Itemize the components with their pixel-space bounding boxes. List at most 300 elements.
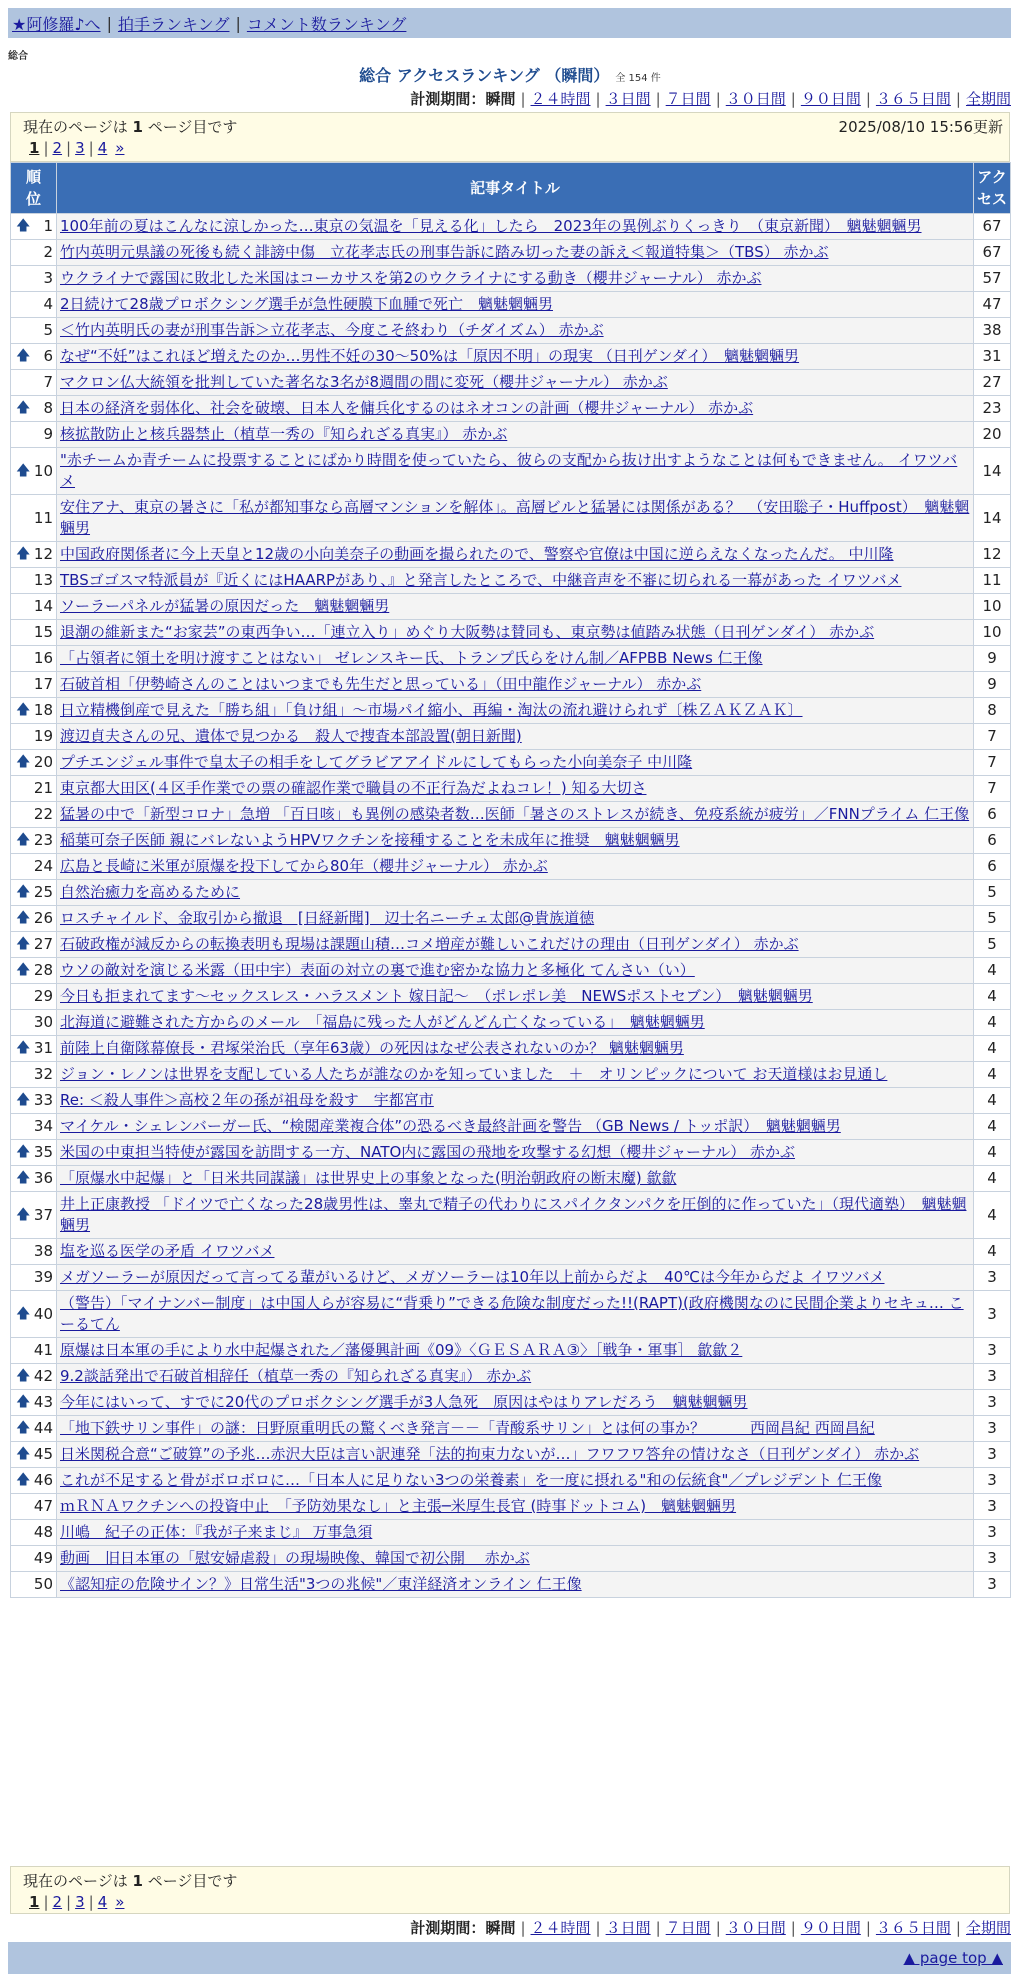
period-separator: | bbox=[790, 90, 796, 108]
rank-number: 3 bbox=[43, 269, 53, 287]
access-count-cell: 9 bbox=[974, 672, 1011, 698]
title-cell bbox=[57, 1338, 974, 1364]
pager-links bbox=[29, 139, 124, 157]
rank-number: 38 bbox=[33, 1242, 53, 1260]
table-row bbox=[11, 932, 1011, 958]
access-count-cell: 5 bbox=[974, 906, 1011, 932]
title-cell bbox=[57, 1390, 974, 1416]
table-row bbox=[11, 1572, 1011, 1598]
pager-page-link[interactable]: 2 bbox=[52, 139, 63, 157]
col-header-title: 記事タイトル bbox=[57, 163, 974, 214]
article-title-link[interactable]: 日本の経済を弱体化、社会を破壊、日本人を傭兵化するのはネオコンの計画（櫻井ジャーナル） 赤かぶ bbox=[60, 399, 754, 417]
rank-up-arrow-icon: 🡅 bbox=[16, 1446, 31, 1462]
article-title-link[interactable]: ウソの敵対を演じる米露（田中宇）表面の対立の裏で進む密かな協力と多極化 てんさい（い） bbox=[60, 961, 695, 979]
period-separator: | bbox=[955, 90, 961, 108]
rank-cell bbox=[11, 1390, 57, 1416]
period-selector-bottom bbox=[410, 1917, 1011, 1938]
pager-separator: | bbox=[66, 139, 72, 157]
table-row bbox=[11, 1442, 1011, 1468]
access-count-cell: 20 bbox=[974, 422, 1011, 448]
table-row bbox=[11, 984, 1011, 1010]
access-count-cell: 3 bbox=[974, 1390, 1011, 1416]
period-option-link[interactable]: ３０日間 bbox=[725, 90, 786, 108]
title-cell bbox=[57, 1546, 974, 1572]
rank-cell bbox=[11, 880, 57, 906]
table-row bbox=[11, 594, 1011, 620]
rank-number: 41 bbox=[33, 1341, 53, 1359]
rank-number: 46 bbox=[33, 1471, 53, 1489]
article-title-link[interactable]: 渡辺貞夫さんの兄、遺体で見つかる 殺人で捜査本部設置(朝日新聞) bbox=[60, 727, 522, 745]
title-cell bbox=[57, 1265, 974, 1291]
period-option-link[interactable]: ３６５日間 bbox=[875, 90, 951, 108]
pager-separator: | bbox=[88, 139, 94, 157]
article-title-link[interactable]: Re: ＜殺人事件＞高校２年の孫が祖母を殺す 宇都宮市 bbox=[60, 1091, 434, 1109]
rank-cell bbox=[11, 370, 57, 396]
rank-number: 26 bbox=[33, 909, 53, 927]
access-count-cell: 4 bbox=[974, 1036, 1011, 1062]
article-title-link[interactable]: 広島と長崎に米軍が原爆を投下してから80年（櫻井ジャーナル） 赤かぶ bbox=[60, 857, 548, 875]
table-row bbox=[11, 672, 1011, 698]
table-row bbox=[11, 1036, 1011, 1062]
rank-cell bbox=[11, 620, 57, 646]
access-count-cell: 14 bbox=[974, 448, 1011, 495]
table-row bbox=[11, 698, 1011, 724]
period-option-link[interactable]: ２４時間 bbox=[530, 90, 591, 108]
table-row bbox=[11, 802, 1011, 828]
article-title-link[interactable]: 自然治癒力を高めるために bbox=[60, 883, 241, 901]
article-title-link[interactable]: 《認知症の危険サイン？》日常生活"3つの兆候"／東洋経済オンライン 仁王像 bbox=[60, 1575, 582, 1593]
rank-cell bbox=[11, 750, 57, 776]
table-row bbox=[11, 1062, 1011, 1088]
access-count-cell: 4 bbox=[974, 984, 1011, 1010]
article-title-link[interactable]: 前陸上自衛隊幕僚長・君塚栄治氏（享年63歳）の死因はなぜ公表されないのか？ 魑魅魍魎男 bbox=[60, 1039, 684, 1057]
access-count-cell: 11 bbox=[974, 568, 1011, 594]
rank-cell bbox=[11, 906, 57, 932]
access-count-cell: 3 bbox=[974, 1546, 1011, 1572]
rank-cell bbox=[11, 1088, 57, 1114]
pager-page-link[interactable]: 2 bbox=[52, 1893, 63, 1911]
period-separator: | bbox=[655, 90, 661, 108]
access-count-cell: 14 bbox=[974, 495, 1011, 542]
applause-ranking-link[interactable]: 拍手ランキング bbox=[117, 14, 230, 34]
rank-cell bbox=[11, 1010, 57, 1036]
article-title-link[interactable]: 石破政権が減反からの転換表明も現場は課題山積…コメ増産が難しいこれだけの理由（日刊ゲンダイ） 赤かぶ bbox=[60, 935, 799, 953]
access-count-cell: 3 bbox=[974, 1416, 1011, 1442]
article-title-link[interactable]: 「原爆水中起爆」と「日米共同謀議」は世界史上の事象となった(明治朝政府の断末魔) 歙歙 bbox=[60, 1169, 677, 1187]
access-count-cell: 3 bbox=[974, 1364, 1011, 1390]
rank-cell bbox=[11, 396, 57, 422]
access-count-cell: 4 bbox=[974, 1192, 1011, 1239]
table-row bbox=[11, 266, 1011, 292]
table-row bbox=[11, 344, 1011, 370]
article-title-link[interactable]: マクロン仏大統領を批判していた著名な3名が8週間の間に変死（櫻井ジャーナル） 赤かぶ bbox=[60, 373, 668, 391]
rank-cell bbox=[11, 1572, 57, 1598]
period-label: 計測期間： bbox=[410, 90, 486, 108]
title-cell bbox=[57, 698, 974, 724]
rank-up-arrow-icon: 🡅 bbox=[16, 1040, 31, 1056]
rank-up-arrow-icon: 🡅 bbox=[16, 832, 31, 848]
rank-number: 18 bbox=[33, 701, 53, 719]
table-row bbox=[11, 396, 1011, 422]
rank-cell bbox=[11, 318, 57, 344]
rank-up-arrow-icon: 🡅 bbox=[16, 1420, 31, 1436]
access-count-cell: 5 bbox=[974, 932, 1011, 958]
table-row bbox=[11, 828, 1011, 854]
period-option-link[interactable]: ７日間 bbox=[665, 90, 711, 108]
table-row bbox=[11, 880, 1011, 906]
title-cell bbox=[57, 906, 974, 932]
title-cell bbox=[57, 1239, 974, 1265]
rank-number: 47 bbox=[33, 1497, 53, 1515]
access-count-cell: 4 bbox=[974, 1088, 1011, 1114]
rank-cell bbox=[11, 214, 57, 240]
table-row bbox=[11, 1390, 1011, 1416]
rank-up-arrow-icon: 🡅 bbox=[16, 936, 31, 952]
table-row bbox=[11, 1364, 1011, 1390]
article-title-link[interactable]: 動画 旧日本軍の「慰安婦虐殺」の現場映像、韓国で初公開 赤かぶ bbox=[60, 1549, 530, 1567]
rank-up-arrow-icon: 🡅 bbox=[16, 348, 31, 364]
title-cell bbox=[57, 568, 974, 594]
title-cell bbox=[57, 448, 974, 495]
access-count-cell: 31 bbox=[974, 344, 1011, 370]
period-current: 瞬間 bbox=[485, 90, 516, 108]
table-row bbox=[11, 724, 1011, 750]
title-cell bbox=[57, 958, 974, 984]
article-title-link[interactable]: 川嶋 紀子の正体：『我が子来まじ』 万事急須 bbox=[60, 1523, 373, 1541]
pager-status bbox=[23, 1870, 237, 1891]
rank-number: 31 bbox=[33, 1039, 53, 1057]
article-title-link[interactable]: 原爆は日本軍の手により水中起爆された／藩優興計画《09》〈ＧＥＳＡＲＡ③〉［戦争・軍事］ 歙歙２ bbox=[60, 1341, 743, 1359]
article-title-link[interactable]: ジョン・レノンは世界を支配している人たちが誰なのかを知っていました ＋ オリンピックについて お天道様はお見通し bbox=[60, 1065, 888, 1083]
title-cell bbox=[57, 880, 974, 906]
access-count-cell: 3 bbox=[974, 1265, 1011, 1291]
ranking-table bbox=[10, 162, 1011, 1598]
pager-next-link[interactable]: » bbox=[115, 1893, 125, 1911]
rank-cell bbox=[11, 932, 57, 958]
title-cell bbox=[57, 1572, 974, 1598]
period-separator: | bbox=[715, 1919, 721, 1937]
article-title-link[interactable]: ウクライナで露国に敗北した米国はコーカサスを第2のウクライナにする動き（櫻井ジャーナル） 赤かぶ bbox=[60, 269, 762, 287]
article-title-link[interactable]: 核拡散防止と核兵器禁止（植草一秀の『知られざる真実』） 赤かぶ bbox=[60, 425, 508, 443]
title-cell bbox=[57, 646, 974, 672]
article-title-link[interactable]: （警告）「マイナンバー制度」は中国人らが容易に“背乗り”できる危険な制度だった!!(RAPT)(政府機関なのに民間企業よりセキュ… こーるてん bbox=[60, 1294, 964, 1333]
table-row bbox=[11, 370, 1011, 396]
rank-number: 30 bbox=[33, 1013, 53, 1031]
article-title-link[interactable]: 「占領者に領土を明け渡すことはない」 ゼレンスキー氏、トランプ氏らをけん制／AFPBB News 仁王像 bbox=[60, 649, 763, 667]
article-title-link[interactable]: なぜ“不妊”はこれほど増えたのか…男性不妊の30～50%は「原因不明」の現実 （日刊ゲンダイ） 魑魅魍魎男 bbox=[60, 347, 800, 365]
rank-up-arrow-icon: 🡅 bbox=[16, 1368, 31, 1384]
rank-cell bbox=[11, 568, 57, 594]
home-link[interactable]: ★阿修羅♪へ bbox=[12, 14, 101, 34]
article-title-link[interactable]: メガソーラーが原因だって言ってる輩がいるけど、メガソーラーは10年以上前からだよ 40℃は今年からだよ イワツバメ bbox=[60, 1268, 885, 1286]
title-cell bbox=[57, 932, 974, 958]
pager-current-page: 1 bbox=[132, 118, 143, 136]
page-top-link[interactable]: ▲ page top ▲ bbox=[903, 1949, 1003, 1967]
table-row bbox=[11, 1291, 1011, 1338]
rank-up-arrow-icon: 🡅 bbox=[16, 884, 31, 900]
rank-number: 22 bbox=[33, 805, 53, 823]
period-option-link[interactable]: ９０日間 bbox=[800, 90, 861, 108]
pager-separator: | bbox=[88, 1893, 94, 1911]
title-cell bbox=[57, 854, 974, 880]
table-row bbox=[11, 568, 1011, 594]
access-count-cell: 5 bbox=[974, 880, 1011, 906]
title-cell bbox=[57, 318, 974, 344]
title-cell bbox=[57, 750, 974, 776]
rank-up-arrow-icon: 🡅 bbox=[16, 546, 31, 562]
table-header-row bbox=[11, 163, 1011, 214]
article-title-link[interactable]: マイケル・シェレンバーガー氏、“検閲産業複合体”の恐るべき最終計画を警告 （GB News / トッポ訳） 魑魅魍魎男 bbox=[60, 1117, 841, 1135]
table-row bbox=[11, 1265, 1011, 1291]
period-selector-top bbox=[410, 88, 1011, 109]
rank-number: 43 bbox=[33, 1393, 53, 1411]
article-title-link[interactable]: 東京都大田区(４区手作業での票の確認作業で職員の不正行為だよねコレ！) 知る大切さ bbox=[60, 779, 647, 797]
article-title-link[interactable]: 「地下鉄サリン事件」の謎：日野原重明氏の驚くべき発言－－「青酸系サリン」とは何の事か？ 西岡昌紀 西岡昌紀 bbox=[60, 1419, 875, 1437]
rank-cell bbox=[11, 1468, 57, 1494]
access-count-cell: 9 bbox=[974, 646, 1011, 672]
table-row bbox=[11, 906, 1011, 932]
rank-number: 48 bbox=[33, 1523, 53, 1541]
period-current: 瞬間 bbox=[485, 1919, 516, 1937]
pager-page-link[interactable]: 3 bbox=[75, 1893, 85, 1911]
access-count-cell: 4 bbox=[974, 1166, 1011, 1192]
rank-number: 39 bbox=[33, 1268, 53, 1286]
period-separator: | bbox=[955, 1919, 961, 1937]
table-row bbox=[11, 1140, 1011, 1166]
table-row bbox=[11, 214, 1011, 240]
period-option-link[interactable]: ３日間 bbox=[605, 1919, 651, 1937]
rank-up-arrow-icon: 🡅 bbox=[16, 962, 31, 978]
rank-cell bbox=[11, 1520, 57, 1546]
rank-cell bbox=[11, 344, 57, 370]
article-title-link[interactable]: 塩を巡る医学の矛盾 イワツバメ bbox=[60, 1242, 275, 1260]
article-title-link[interactable]: 安住アナ、東京の暑さに「私が都知事なら高層マンションを解体」。高層ビルと猛暑には関係がある？ （安田聡子・Huffpost） 魑魅魍魎男 bbox=[60, 498, 970, 537]
table-row bbox=[11, 1088, 1011, 1114]
rank-number: 13 bbox=[33, 571, 53, 589]
access-count-cell: 4 bbox=[974, 1239, 1011, 1265]
access-count-cell: 12 bbox=[974, 542, 1011, 568]
access-count-cell: 3 bbox=[974, 1494, 1011, 1520]
article-title-link[interactable]: ロスチャイルド、金取引から撤退 [日経新聞] 辺士名ニーチェ太郎@貴族道徳 bbox=[60, 909, 595, 927]
rank-number: 27 bbox=[33, 935, 53, 953]
access-count-cell: 4 bbox=[974, 1114, 1011, 1140]
rank-number: 50 bbox=[33, 1575, 53, 1593]
col-header-access: アクセス bbox=[974, 163, 1011, 214]
table-row bbox=[11, 1010, 1011, 1036]
pager-page-link[interactable]: 4 bbox=[97, 1893, 108, 1911]
title-cell bbox=[57, 214, 974, 240]
table-row bbox=[11, 1338, 1011, 1364]
article-title-link[interactable]: ソーラーパネルが猛暑の原因だった 魑魅魍魎男 bbox=[60, 597, 390, 615]
rank-cell bbox=[11, 1140, 57, 1166]
table-row bbox=[11, 448, 1011, 495]
period-separator: | bbox=[715, 90, 721, 108]
period-option-link[interactable]: ９０日間 bbox=[800, 1919, 861, 1937]
rank-cell bbox=[11, 984, 57, 1010]
rank-cell bbox=[11, 776, 57, 802]
article-title-link[interactable]: TBSゴゴスマ特派員が『近くにはHAARPがあり、』と発言したところで、中継音声を不審に切られる一幕があった イワツバメ bbox=[60, 571, 902, 589]
rank-up-arrow-icon: 🡅 bbox=[16, 1092, 31, 1108]
period-option-link[interactable]: ２４時間 bbox=[530, 1919, 591, 1937]
title-cell bbox=[57, 1010, 974, 1036]
title-cell bbox=[57, 984, 974, 1010]
title-cell bbox=[57, 1166, 974, 1192]
rank-number: 42 bbox=[33, 1367, 53, 1385]
period-separator: | bbox=[655, 1919, 661, 1937]
rank-cell bbox=[11, 542, 57, 568]
nav-separator: | bbox=[106, 13, 112, 33]
table-row bbox=[11, 646, 1011, 672]
article-title-link[interactable]: 井上正康教授 「ドイツで亡くなった28歳男性は、睾丸で精子の代わりにスパイクタンパクを圧倒的に作っていた」（現代適塾） 魑魅魍魎男 bbox=[60, 1195, 967, 1234]
rank-cell bbox=[11, 958, 57, 984]
period-option-link[interactable]: ７日間 bbox=[665, 1919, 711, 1937]
table-row bbox=[11, 542, 1011, 568]
pager-page-current: 1 bbox=[29, 1893, 40, 1911]
access-count-cell: 57 bbox=[974, 266, 1011, 292]
article-title-link[interactable]: 日立精機倒産で見えた「勝ち組」「負け組」～市場パイ縮小、再編・淘汰の流れ避けられず〔株ＺＡＫＺＡＫ〕 bbox=[60, 701, 803, 719]
rank-number: 16 bbox=[33, 649, 53, 667]
rank-up-arrow-icon: 🡅 bbox=[16, 400, 31, 416]
title-cell bbox=[57, 266, 974, 292]
article-title-link[interactable]: 退潮の維新また“お家芸”の東西争い…「連立入り」めぐり大阪勢は賛同も、東京勢は値踏み状態（日刊ゲンダイ） 赤かぶ bbox=[60, 623, 875, 641]
access-count-cell: 38 bbox=[974, 318, 1011, 344]
table-row bbox=[11, 422, 1011, 448]
period-option-link[interactable]: ３０日間 bbox=[725, 1919, 786, 1937]
article-title-link[interactable]: 北海道に避難された方からのメール 「福島に残った人がどんどん亡くなっている」 魑魅魍魎男 bbox=[60, 1013, 705, 1031]
rank-cell bbox=[11, 266, 57, 292]
rank-number: 37 bbox=[33, 1205, 53, 1224]
title-cell bbox=[57, 1088, 974, 1114]
title-cell bbox=[57, 828, 974, 854]
pager-page-link[interactable]: 3 bbox=[75, 139, 85, 157]
period-option-link[interactable]: 全期間 bbox=[965, 1919, 1011, 1937]
table-row bbox=[11, 620, 1011, 646]
access-count-cell: 47 bbox=[974, 292, 1011, 318]
pager-bottom bbox=[10, 1866, 1010, 1914]
rank-number: 17 bbox=[33, 675, 53, 693]
article-title-link[interactable]: 日米関税合意“ご破算”の予兆…赤沢大臣は言い訳連発「法的拘束力ないが…」フワフワ答弁の情けなさ（日刊ゲンダイ） 赤かぶ bbox=[60, 1445, 920, 1463]
title-cell bbox=[57, 1468, 974, 1494]
nav-separator: | bbox=[235, 13, 241, 33]
access-count-cell: 7 bbox=[974, 776, 1011, 802]
title-cell bbox=[57, 292, 974, 318]
table-row bbox=[11, 240, 1011, 266]
access-count-cell: 67 bbox=[974, 214, 1011, 240]
period-option-link[interactable]: ３日間 bbox=[605, 90, 651, 108]
rank-up-arrow-icon: 🡅 bbox=[16, 218, 31, 234]
period-option-link[interactable]: 全期間 bbox=[965, 90, 1011, 108]
article-title-link[interactable]: 2日続けて28歳プロボクシング選手が急性硬膜下血腫で死亡 魑魅魍魎男 bbox=[60, 295, 553, 313]
rank-cell bbox=[11, 1291, 57, 1338]
rank-up-arrow-icon: 🡅 bbox=[16, 1144, 31, 1160]
article-title-link[interactable]: プチエンジェル事件で皇太子の相手をしてグラビアアイドルにしてもらった小向美奈子 中川隆 bbox=[60, 753, 693, 771]
ranking-table-body bbox=[11, 214, 1011, 1598]
rank-number: 32 bbox=[33, 1065, 53, 1083]
rank-up-arrow-icon: 🡅 bbox=[16, 1472, 31, 1488]
rank-cell bbox=[11, 1494, 57, 1520]
article-title-link[interactable]: 今年にはいって、すでに20代のプロボクシング選手が3人急死 原因はやはりアレだろう 魑魅魍魎男 bbox=[60, 1393, 748, 1411]
access-count-cell: 10 bbox=[974, 594, 1011, 620]
access-count-cell: 10 bbox=[974, 620, 1011, 646]
title-cell bbox=[57, 1520, 974, 1546]
period-option-link[interactable]: ３６５日間 bbox=[875, 1919, 951, 1937]
period-separator: | bbox=[595, 90, 601, 108]
access-count-cell: 4 bbox=[974, 1010, 1011, 1036]
article-title-link[interactable]: ＜竹内英明氏の妻が刑事告訴＞立花孝志、今度こそ終わり（チダイズム） 赤かぶ bbox=[60, 321, 604, 339]
title-cell bbox=[57, 370, 974, 396]
rank-cell bbox=[11, 1239, 57, 1265]
period-separator: | bbox=[865, 1919, 871, 1937]
article-title-link[interactable]: 中国政府関係者に今上天皇と12歳の小向美奈子の動画を撮られたので、警察や官僚は中国に逆らえなくなったんだ。 中川隆 bbox=[60, 545, 894, 563]
access-count-cell: 4 bbox=[974, 958, 1011, 984]
rank-cell bbox=[11, 1114, 57, 1140]
rank-number: 29 bbox=[33, 987, 53, 1005]
rank-up-arrow-icon: 🡅 bbox=[16, 910, 31, 926]
article-title-link[interactable]: 100年前の夏はこんなに涼しかった…東京の気温を「見える化」したら 2023年の異例ぶりくっきり （東京新聞） 魑魅魍魎男 bbox=[60, 217, 922, 235]
table-row bbox=[11, 958, 1011, 984]
title-cell bbox=[57, 620, 974, 646]
pager-top bbox=[10, 112, 1010, 162]
title-cell bbox=[57, 1114, 974, 1140]
article-title-link[interactable]: これが不足すると骨がボロボロに…「日本人に足りない3つの栄養素」を一度に摂れる"和の伝統食"／プレジデント 仁王像 bbox=[60, 1471, 882, 1489]
period-separator: | bbox=[520, 90, 526, 108]
rank-number: 11 bbox=[33, 508, 53, 527]
period-separator: | bbox=[595, 1919, 601, 1937]
rank-up-arrow-icon: 🡅 bbox=[16, 1206, 31, 1223]
table-row bbox=[11, 1192, 1011, 1239]
rank-number: 2 bbox=[43, 243, 53, 261]
article-title-link[interactable]: 米国の中東担当特使が露国を訪問する一方、NATO内に露国の飛地を攻撃する幻想（櫻井ジャーナル） 赤かぶ bbox=[60, 1143, 796, 1161]
table-row bbox=[11, 1239, 1011, 1265]
rank-cell bbox=[11, 1192, 57, 1239]
title-cell bbox=[57, 1442, 974, 1468]
page-title-line bbox=[0, 63, 1020, 86]
rank-number: 36 bbox=[33, 1169, 53, 1187]
rank-cell bbox=[11, 1036, 57, 1062]
rank-cell bbox=[11, 672, 57, 698]
pager-page-link[interactable]: 4 bbox=[97, 139, 108, 157]
article-title-link[interactable]: 今日も拒まれてます～セックスレス・ハラスメント 嫁日記～ （ポレポレ美 NEWSポストセブン） 魑魅魍魎男 bbox=[60, 987, 813, 1005]
article-title-link[interactable]: 猛暑の中で「新型コロナ」急増 「百日咳」も異例の感染者数…医師「暑さのストレスが続き、免疫系統が疲労」／FNNプライム 仁王像 bbox=[60, 805, 970, 823]
title-cell bbox=[57, 344, 974, 370]
rank-up-arrow-icon: 🡅 bbox=[16, 702, 31, 718]
article-title-link[interactable]: "赤チームか青チームに投票することにばかり時間を使っていたら、彼らの支配から抜け出すようなことは何もできません。 イワツバメ bbox=[60, 451, 958, 490]
rank-number: 7 bbox=[43, 373, 53, 391]
pager-next-link[interactable]: » bbox=[115, 139, 125, 157]
table-row bbox=[11, 1494, 1011, 1520]
title-cell bbox=[57, 672, 974, 698]
article-title-link[interactable]: 石破首相「伊勢崎さんのことはいつまでも先生だと思っている」（田中龍作ジャーナル） 赤かぶ bbox=[60, 675, 702, 693]
article-title-link[interactable]: 稲葉可奈子医師 親にバレないようHPVワクチンを接種することを未成年に推奨 魑魅魍魎男 bbox=[60, 831, 680, 849]
comment-ranking-link[interactable]: コメント数ランキング bbox=[246, 14, 407, 34]
rank-number: 5 bbox=[43, 321, 53, 339]
access-count-cell: 7 bbox=[974, 724, 1011, 750]
result-count: 全 154 件 bbox=[615, 73, 661, 84]
article-title-link[interactable]: 竹内英明元県議の死後も続く誹謗中傷 立花孝志氏の刑事告訴に踏み切った妻の訴え＜報道特集＞（TBS） 赤かぶ bbox=[60, 243, 829, 261]
table-row bbox=[11, 1546, 1011, 1572]
rank-number: 12 bbox=[33, 545, 53, 563]
article-title-link[interactable]: ｍＲＮＡワクチンへの投資中止 「予防効果なし」と主張─米厚生長官 (時事ドットコム) 魑魅魍魎男 bbox=[60, 1497, 737, 1515]
pager-separator: | bbox=[66, 1893, 72, 1911]
rank-cell bbox=[11, 448, 57, 495]
rank-number: 20 bbox=[33, 753, 53, 771]
rank-cell bbox=[11, 1364, 57, 1390]
pager-links bbox=[29, 1893, 124, 1911]
title-cell bbox=[57, 396, 974, 422]
title-cell bbox=[57, 1062, 974, 1088]
article-title-link[interactable]: 9.2談話発出で石破首相辞任（植草一秀の『知られざる真実』） 赤かぶ bbox=[60, 1367, 532, 1385]
table-row bbox=[11, 1416, 1011, 1442]
